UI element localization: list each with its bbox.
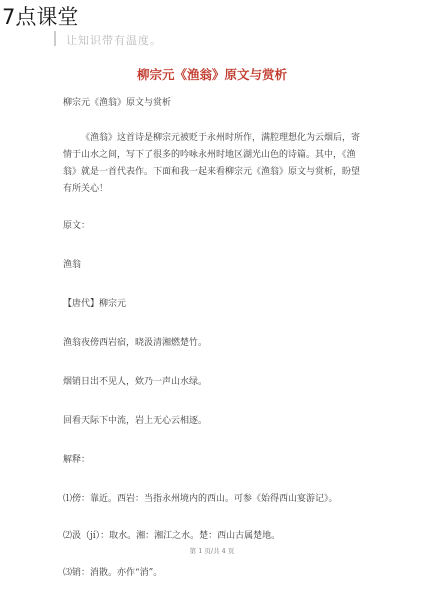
watermark-bar [54,31,56,46]
document-heading: 柳宗元《渔翁》原文与赏析 [63,98,172,108]
note-item: ⑵汲（jí）：取水。湘：湘江之水。楚：西山古属楚地。 [63,531,281,541]
page-number: 第 1 页/共 4 页 [189,547,235,555]
document-title: 柳宗元《渔翁》原文与赏析 [136,67,287,82]
poem-line: 回看天际下中流，岩上无心云相逐。 [63,416,208,426]
notes-label: 解释： [63,455,91,465]
note-item: ⑴傍：靠近。西岩：当指永州境内的西山。可参《始得西山宴游记》。 [63,494,338,504]
document-body [63,95,363,600]
poem-line: 烟销日出不见人，欸乃一声山水绿。 [63,377,208,387]
original-label: 原文： [63,221,91,231]
poem-title: 渔翁 [63,260,82,270]
note-item: ⑶销：消散。亦作“消”。 [63,568,163,578]
site-label: 7点课堂 [2,5,79,29]
dynasty-author: 【唐代】柳宗元 [63,299,127,309]
poem-line: 渔翁夜傍西岩宿，晓汲清湘燃楚竹。 [63,338,208,348]
watermark-slogan: 让知识带有温度。 [66,34,162,47]
intro-paragraph: 《渔翁》这首诗是柳宗元被贬于永州时所作，满腔理想化为云烟后，寄情于山水之间，写下了很多的吟咏永州时地区湖光山色的诗篇。其中，《渔翁》就是一首代表作。下面和我一起来看柳宗元《渔翁》原文与赏析，盼望有所关心！ [63,133,361,194]
